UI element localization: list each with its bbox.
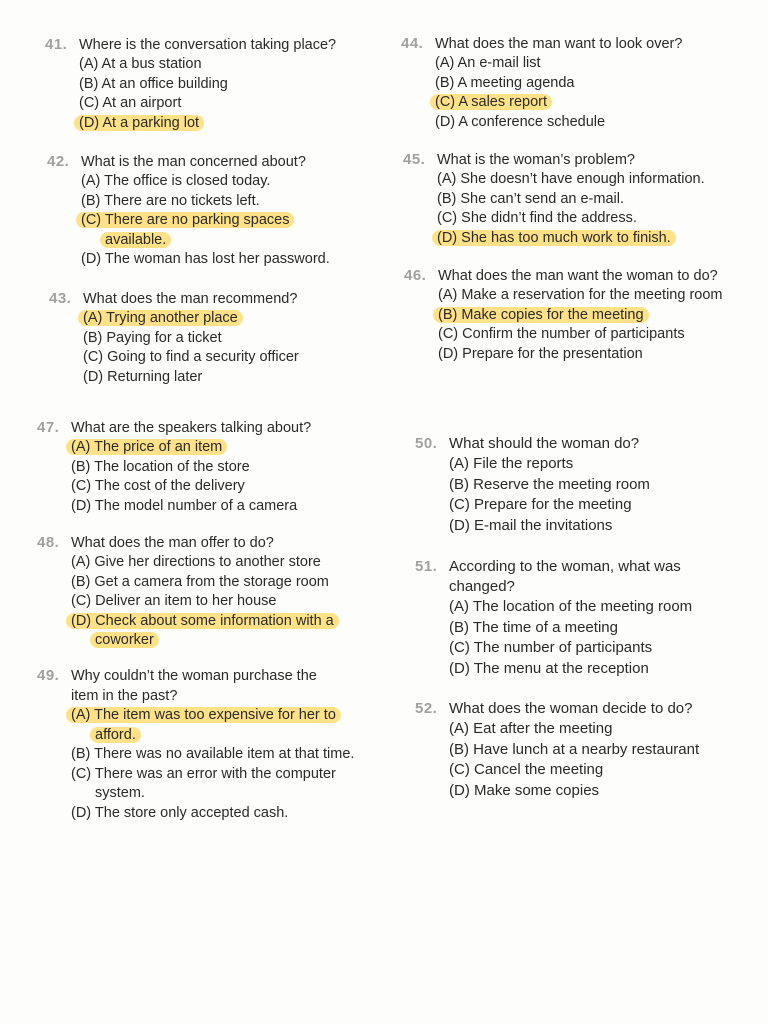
option-c: (C) The number of participants xyxy=(449,639,653,656)
question-52 xyxy=(415,699,739,801)
option-d: (D) E-mail the invitations xyxy=(449,516,613,534)
question-number: 43. xyxy=(49,290,72,307)
question-text: What is the man concerned about? xyxy=(81,154,306,170)
option-a-highlighted: (A) Trying another place xyxy=(83,309,353,329)
option-a: (A) At a bus station xyxy=(79,56,202,72)
question-48 xyxy=(37,533,361,651)
option-b: (B) There are no tickets left. xyxy=(81,192,260,209)
question-number: 49. xyxy=(37,667,60,684)
question-text: What does the man recommend? xyxy=(83,291,298,307)
option-b-highlighted: (B) Make copies for the meeting xyxy=(438,306,728,326)
option-d: (D) The menu at the reception xyxy=(449,659,649,677)
option-a: (A) Eat after the meeting xyxy=(449,720,613,737)
question-text: What is the woman’s problem? xyxy=(437,152,635,168)
question-44 xyxy=(401,34,735,132)
question-42 xyxy=(47,152,351,270)
option-a-highlighted: (A) The price of an item xyxy=(71,438,361,458)
question-41 xyxy=(45,35,379,133)
question-45 xyxy=(403,150,737,248)
option-c: (C) Deliver an item to her house xyxy=(71,593,277,609)
option-b: (B) At an office building xyxy=(79,75,228,92)
question-number: 50. xyxy=(415,435,438,452)
option-c: (C) At an airport xyxy=(79,95,182,111)
option-b: (B) She can’t send an e-mail. xyxy=(437,190,624,207)
question-text: According to the woman, what was changed? xyxy=(449,558,681,595)
option-d: (D) The store only accepted cash. xyxy=(71,804,289,821)
option-b: (B) The location of the store xyxy=(71,458,250,475)
option-c: (C) Confirm the number of participants xyxy=(438,326,685,342)
question-number: 48. xyxy=(37,534,60,551)
option-a: (A) The office is closed today. xyxy=(81,173,271,189)
question-number: 52. xyxy=(415,700,438,717)
option-b: (B) Have lunch at a nearby restaurant xyxy=(449,740,700,758)
question-number: 51. xyxy=(415,558,438,575)
option-b: (B) Paying for a ticket xyxy=(83,329,222,346)
option-a: (A) File the reports xyxy=(449,455,574,472)
question-text: What are the speakers talking about? xyxy=(71,420,312,436)
question-number: 46. xyxy=(404,267,427,284)
option-c: (C) Cancel the meeting xyxy=(449,761,604,778)
question-text: Why couldn’t the woman purchase the item in the past? xyxy=(71,668,317,704)
question-text: What should the woman do? xyxy=(449,435,640,452)
question-47 xyxy=(37,418,361,516)
option-b: (B) Get a camera from the storage room xyxy=(71,573,329,590)
question-text: What does the woman decide to do? xyxy=(449,700,693,717)
option-c-highlighted: (C) A sales report xyxy=(435,93,735,113)
question-text: What does the man offer to do? xyxy=(71,535,274,551)
option-d-highlighted: (D) Check about some information with a coworker xyxy=(71,612,375,651)
option-d: (D) Prepare for the presentation xyxy=(438,345,643,362)
option-b: (B) The time of a meeting xyxy=(449,618,618,636)
option-a: (A) She doesn’t have enough information. xyxy=(437,171,705,187)
option-c: (C) She didn’t find the address. xyxy=(437,210,637,226)
option-b: (B) A meeting agenda xyxy=(435,74,575,91)
option-d-highlighted: (D) At a parking lot xyxy=(79,114,379,134)
question-number: 45. xyxy=(403,151,426,168)
option-a: (A) The location of the meeting room xyxy=(449,598,693,615)
option-c: (C) The cost of the delivery xyxy=(71,478,245,494)
option-b: (B) Reserve the meeting room xyxy=(449,475,650,493)
option-b: (B) There was no available item at that time. xyxy=(71,746,355,762)
question-46 xyxy=(404,266,728,364)
question-43 xyxy=(49,289,353,387)
question-number: 47. xyxy=(37,419,60,436)
option-c: (C) Prepare for the meeting xyxy=(449,496,632,513)
option-c: (C) There was an error with the computer system. xyxy=(71,765,336,801)
option-d: (D) The woman has lost her password. xyxy=(81,251,330,267)
option-d-highlighted: (D) She has too much work to finish. xyxy=(437,229,737,249)
question-text: What does the man want the woman to do? xyxy=(438,268,718,284)
question-49 xyxy=(37,666,361,823)
option-a-highlighted: (A) The item was too expensive for her to afford. xyxy=(71,706,380,745)
question-51 xyxy=(415,557,739,679)
question-number: 42. xyxy=(47,153,70,170)
question-text: Where is the conversation taking place? xyxy=(79,37,337,53)
option-d: (D) The model number of a camera xyxy=(71,497,298,514)
question-number: 41. xyxy=(45,36,68,53)
option-d: (D) Returning later xyxy=(83,368,203,385)
question-text: What does the man want to look over? xyxy=(435,36,683,52)
option-a: (A) An e-mail list xyxy=(435,55,541,71)
option-c: (C) Going to find a security officer xyxy=(83,349,299,365)
option-d: (D) A conference schedule xyxy=(435,113,606,130)
option-d: (D) Make some copies xyxy=(449,781,600,799)
question-number: 44. xyxy=(401,35,424,52)
option-a: (A) Give her directions to another store xyxy=(71,554,321,570)
option-a: (A) Make a reservation for the meeting room xyxy=(438,287,723,303)
option-c-highlighted: (C) There are no parking spaces available. xyxy=(81,211,335,250)
question-50 xyxy=(415,434,739,536)
